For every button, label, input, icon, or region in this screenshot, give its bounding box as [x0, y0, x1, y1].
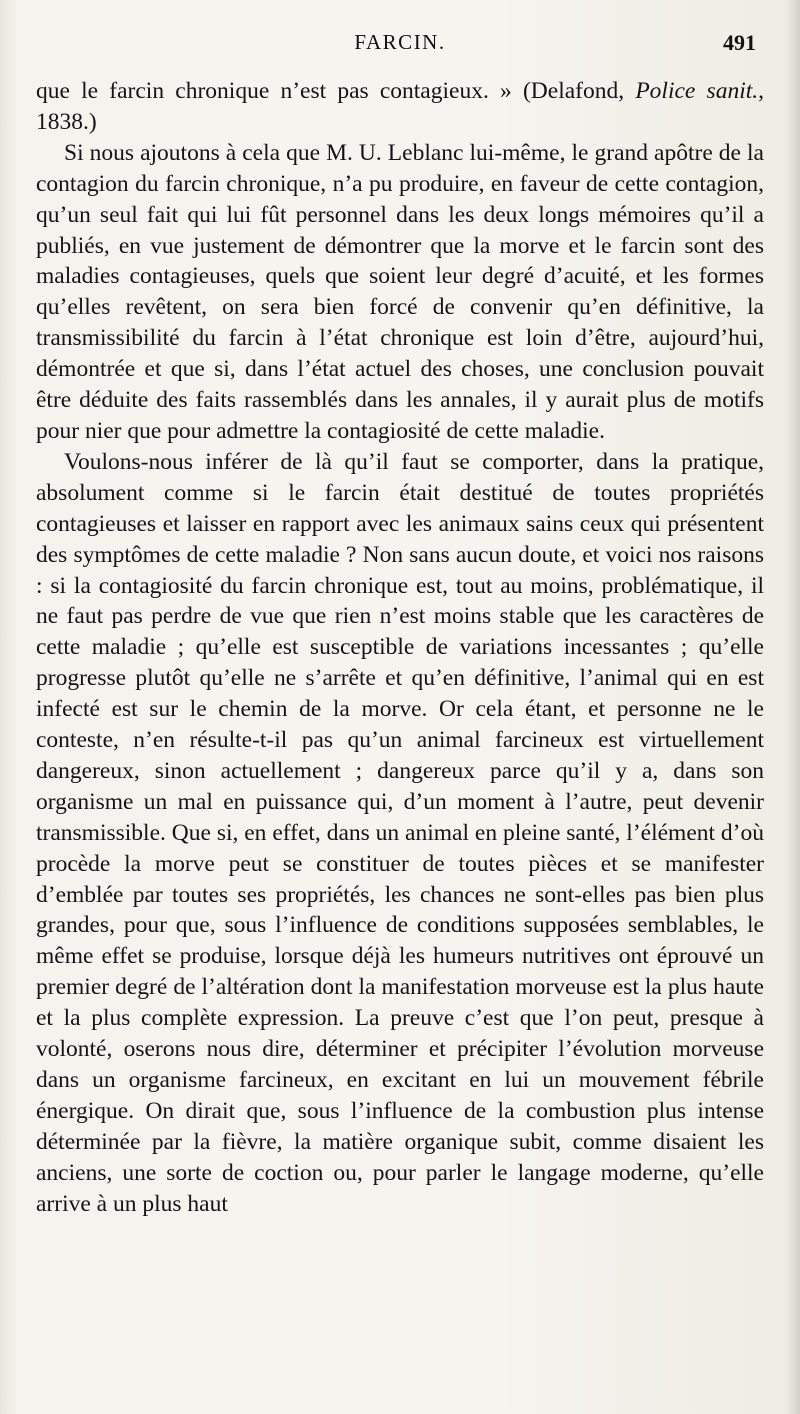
page-number: 491: [723, 30, 756, 55]
paragraph-1: [36, 76, 764, 138]
paragraph-1-start: que le farcin chronique n’est pas contagieux. » (Delafond,: [36, 78, 636, 104]
running-title: FARCIN.: [354, 30, 446, 54]
page-edge-shadow: [786, 0, 800, 1414]
paragraph-2: Si nous ajoutons à cela que M. U. Leblanc lui-même, le grand apôtre de la contagion du farcin chronique, n’a pu produire, en faveur de cette contagion, qu’un seul fait qui lui fût personnel dans les deux longs mémoires qu’il a publiés, en vue justement de démontrer que la morve et le farcin sont des maladies contagieuses, quels que soient leur degré d’acuité, et les formes qu’elles revêtent, on sera bien forcé de convenir qu’en définitive, la transmissibilité du farcin à l’état chronique est loin d’être, aujourd’hui, démontrée et que si, dans l’état actuel des choses, une conclusion pouvait être déduite des faits rassemblés dans les annales, il y aurait plus de motifs pour nier que pour admettre la contagiosité de cette maladie.: [36, 139, 764, 444]
body-text: [36, 76, 764, 1220]
paragraph-3: Voulons-nous inférer de là qu’il faut se comporter, dans la pratique, absolument comme si le farcin était destitué de toutes propriétés contagieuses et laisser en rapport avec les animaux sains ceux qui présentent des symptômes de cette maladie ? Non sans aucun doute, et voici nos raisons : si la contagiosité du farcin chronique est, tout au moins, problématique, il ne faut pas perdre de vue que rien n’est moins stable que les caractères de cette maladie ; qu’elle est susceptible de variations incessantes ; qu’elle progresse plutôt qu’elle ne s’arrête et qu’en définitive, l’animal qui en est infecté est sur le chemin de la morve. Or cela étant, et personne ne le conteste, n’en résulte-t-il pas qu’un animal farcineux est virtuellement dangereux, sinon actuellement ; dangereux parce qu’il y a, dans son organisme un mal en puissance qui, d’un moment à l’autre, peut devenir transmissible. Que si, en effet, dans un animal en pleine santé, l’élément d’où procède la morve peut se constituer de toutes pièces et se manifester d’emblée par toutes ses propriétés, les chances ne sont-elles pas bien plus grandes, pour que, sous l’influence de conditions supposées semblables, le même effet se produise, lorsque déjà les humeurs nutritives ont éprouvé un premier degré de l’altération dont la manifestation morveuse est la plus haute et la plus complète expression. La preuve c’est que l’on peut, presque à volonté, oserons nous dire, déterminer et précipiter l’évolution morveuse dans un organisme farcineux, en excitant en lui un mouvement fébrile énergique. On dirait que, sous l’influence de la combustion plus intense déterminée par la fièvre, la matière organique subit, comme disaient les anciens, une sorte de coction ou, pour parler le langage moderne, qu’elle arrive à un plus haut: [36, 448, 764, 1217]
running-head: [0, 30, 800, 60]
paragraph-1-end: 1838.): [36, 108, 97, 135]
citation-italic: Police sanit.,: [635, 78, 765, 104]
